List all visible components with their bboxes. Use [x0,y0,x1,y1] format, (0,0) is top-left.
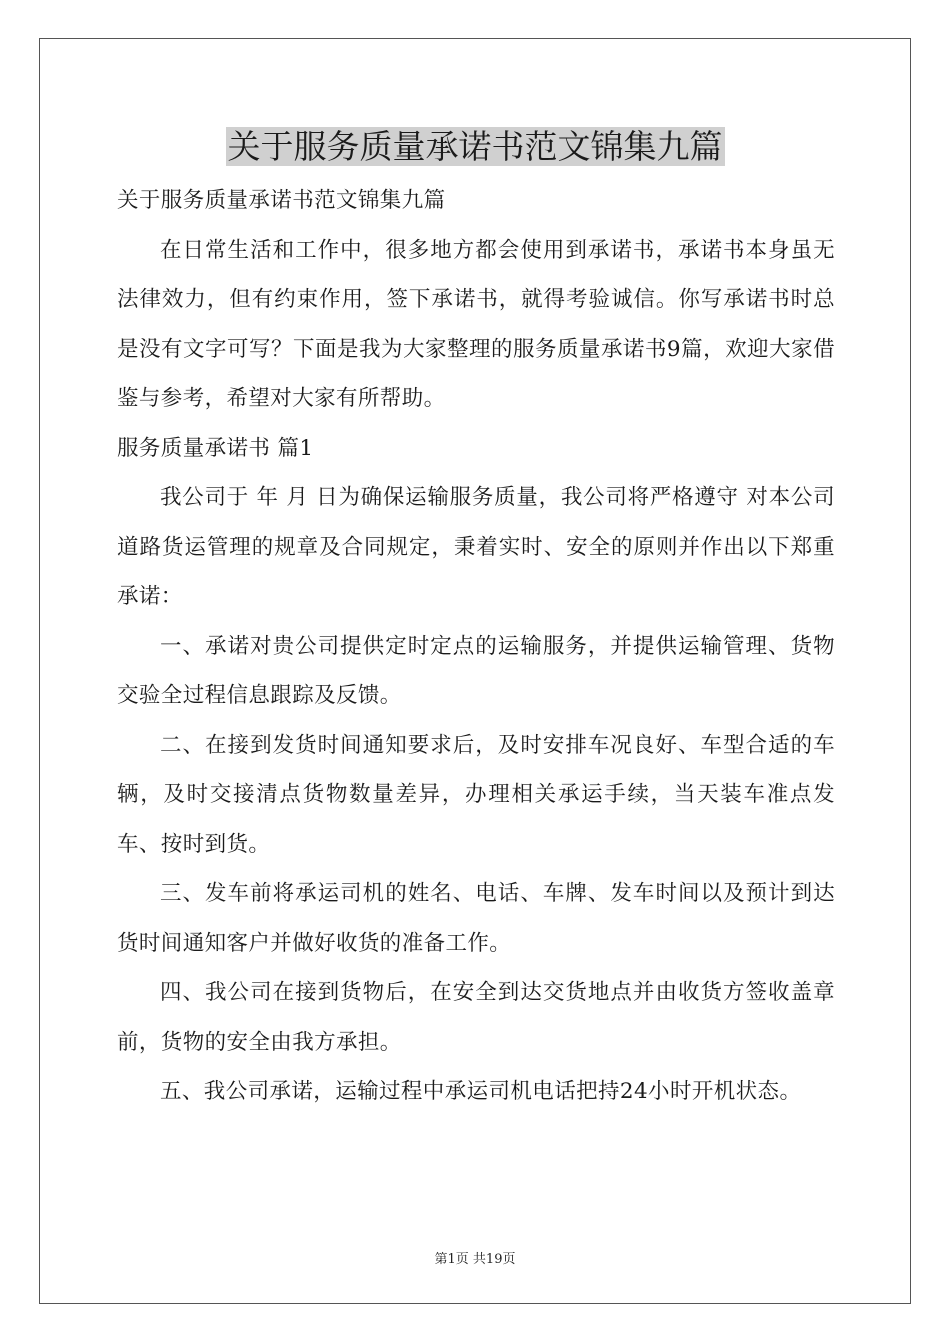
commitment-item-4: 四、我公司在接到货物后，在安全到达交货地点并由收货方签收盖章前，货物的安全由我方承担。 [117,980,835,1055]
intro-paragraph: 在日常生活和工作中，很多地方都会使用到承诺书，承诺书本身虽无法律效力，但有约束作用，签下承诺书，就得考验诚信。你写承诺书时总是没有文字可写？下面是我为大家整理的服务质量承诺书9篇，欢迎大家借鉴与参考，希望对大家有所帮助。 [117,237,835,411]
commitment-item-1: 一、承诺对贵公司提供定时定点的运输服务，并提供运输管理、货物交验全过程信息跟踪及反馈。 [117,633,835,708]
body-paragraph: 我公司于 年 月 日为确保运输服务质量，我公司将严格遵守 对本公司道路货运管理的规章及合同规定，秉着实时、安全的原则并作出以下郑重承诺： [117,485,835,609]
document-body [117,176,835,1117]
subtitle-line: 关于服务质量承诺书范文锦集九篇 [117,188,446,213]
document-title-text: 关于服务质量承诺书范文锦集九篇 [227,127,723,166]
commitment-item-3: 三、发车前将承运司机的姓名、电话、车牌、发车时间以及预计到达货时间通知客户并做好收货的准备工作。 [117,881,835,956]
section-heading: 服务质量承诺书 篇1 [117,435,314,461]
commitment-item-2: 二、在接到发货时间通知要求后，及时安排车况良好、车型合适的车辆，及时交接清点货物数量差异，办理相关承运手续，当天装车准点发车、按时到货。 [117,732,835,857]
commitment-item-5: 五、我公司承诺，运输过程中承运司机电话把持24小时开机状态。 [160,1079,802,1104]
document-title [0,124,950,170]
page-footer: 第1页 共19页 [434,1252,516,1267]
